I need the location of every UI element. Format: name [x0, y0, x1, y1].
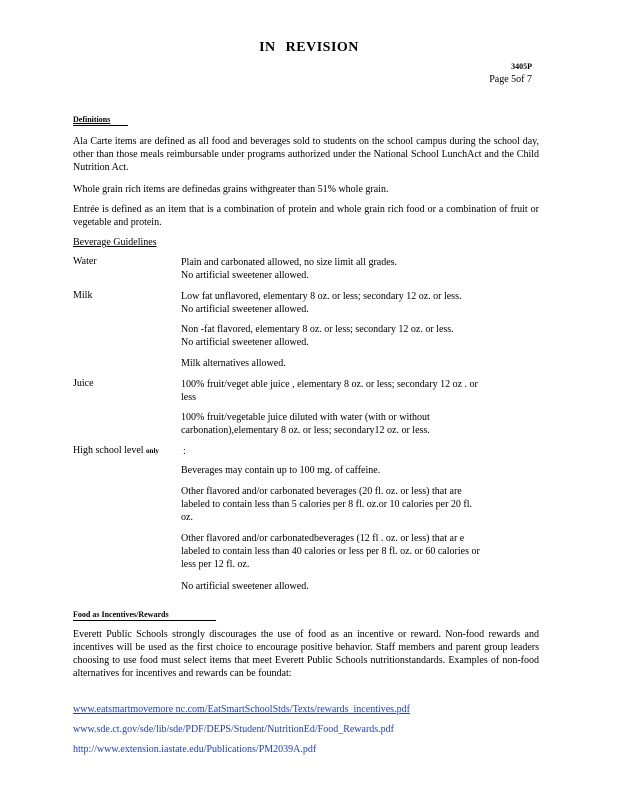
- milk-lowfat-line-1: Low fat unflavored, elementary 8 oz. or less; secondary 12 oz. or less.: [181, 291, 462, 302]
- hs-12oz-line-1: Other flavored and/or carbonatedbeverages (12 fl . oz. or less) that ar e: [181, 533, 465, 544]
- hs-20oz-line-1: Other flavored and/or carbonated beverages (20 fl. oz. or less) that are: [181, 486, 462, 497]
- beverage-guidelines-heading: Beverage Guidelines: [73, 237, 157, 248]
- milk-lowfat-line-2: No artificial sweetener allowed.: [181, 304, 309, 315]
- food-incentives-paragraph: Everett Public Schools strongly discourages the use of food as an incentive or reward. Non-food rewards and incentives will be used as the first choice to encourage positive behavior. Staff members and parent group leaders choosing to use food must select items that meet Everett Public Schools nutritionstandards. Examples of non-food alternatives for incentives and rewards can be foundat:: [73, 629, 539, 679]
- hs-caffeine-guideline: Beverages may contain up to 100 mg. of caffeine.: [181, 465, 381, 476]
- hs-12oz-guideline: [181, 532, 537, 571]
- water-line-1: Plain and carbonated allowed, no size limit all grades.: [181, 257, 398, 268]
- water-guideline: [181, 256, 537, 282]
- milk-nonfat-line-1: Non -fat flavored, elementary 8 oz. or less; secondary 12 oz. or less.: [181, 324, 454, 335]
- juice-guideline-full: [181, 378, 537, 404]
- link-iastate[interactable]: http://www.extension.iastate.edu/Publications/PM2039A.pdf: [73, 744, 317, 755]
- juice-full-line-1: 100% fruit/veget able juice , elementary 8 oz. or less; secondary 12 oz . or: [181, 379, 478, 390]
- high-school-only: only: [146, 447, 159, 455]
- hs-20oz-line-3: oz.: [181, 512, 193, 523]
- high-school-label-text: High school level: [73, 445, 144, 456]
- food-incentives-underline: [73, 620, 216, 621]
- milk-nonfat-line-2: No artificial sweetener allowed.: [181, 337, 309, 348]
- policy-code: 3405P: [511, 62, 532, 71]
- link-sde-ct[interactable]: www.sde.ct.gov/sde/lib/sde/PDF/DEPS/Student/NutritionEd/Food_Rewards.pdf: [73, 724, 395, 735]
- high-school-colon: :: [183, 446, 186, 457]
- page-title: IN REVISION: [259, 40, 359, 55]
- entree-definition: Entrée is defined as an item that is a combination of protein and whole grain rich food or a combination of fruit or vegetable and protein.: [73, 204, 539, 228]
- juice-label: Juice: [73, 378, 94, 389]
- juice-full-line-2: less: [181, 392, 196, 403]
- hs-12oz-line-3: less per 12 fl. oz.: [181, 559, 250, 570]
- high-school-label: [73, 445, 159, 456]
- juice-guideline-diluted: [181, 411, 537, 437]
- page-number: Page 5of 7: [489, 74, 532, 85]
- ala-carte-definition: Ala Carte items are defined as all food and beverages sold to students on the school campus during the school day, other than those meals reimbursable under programs authorized under the National School LunchAct and the Child Nutrition Act.: [73, 136, 539, 173]
- hs-12oz-line-2: labeled to contain less than 40 calories or less per 8 fl. oz. or 60 calories or: [181, 546, 480, 557]
- hs-20oz-line-2: labeled to contain less than 5 calories per 8 fl. oz.or 10 calories per 20 fl.: [181, 499, 473, 510]
- food-incentives-heading: Food as Incentives/Rewards: [73, 610, 169, 619]
- link-eatsmart[interactable]: www.eatsmartmovemore nc.com/EatSmartSchoolStds/Texts/rewards_incentives.pdf: [73, 704, 410, 715]
- water-label: Water: [73, 256, 97, 267]
- whole-grain-definition: Whole grain rich items are definedas grains withgreater than 51% whole grain.: [73, 184, 389, 195]
- milk-alternatives: Milk alternatives allowed.: [181, 358, 286, 369]
- milk-guideline-lowfat: [181, 290, 537, 316]
- milk-guideline-nonfat: [181, 323, 537, 349]
- definitions-heading: Definitions: [73, 115, 111, 124]
- milk-label: Milk: [73, 290, 93, 301]
- hs-no-sweetener: No artificial sweetener allowed.: [181, 581, 309, 592]
- juice-diluted-line-1: 100% fruit/vegetable juice diluted with water (with or without: [181, 412, 430, 423]
- juice-diluted-line-2: carbonation),elementary 8 oz. or less; secondary12 oz. or less.: [181, 425, 430, 436]
- water-line-2: No artificial sweetener allowed.: [181, 270, 309, 281]
- hs-20oz-guideline: [181, 485, 537, 524]
- definitions-underline: [73, 125, 128, 126]
